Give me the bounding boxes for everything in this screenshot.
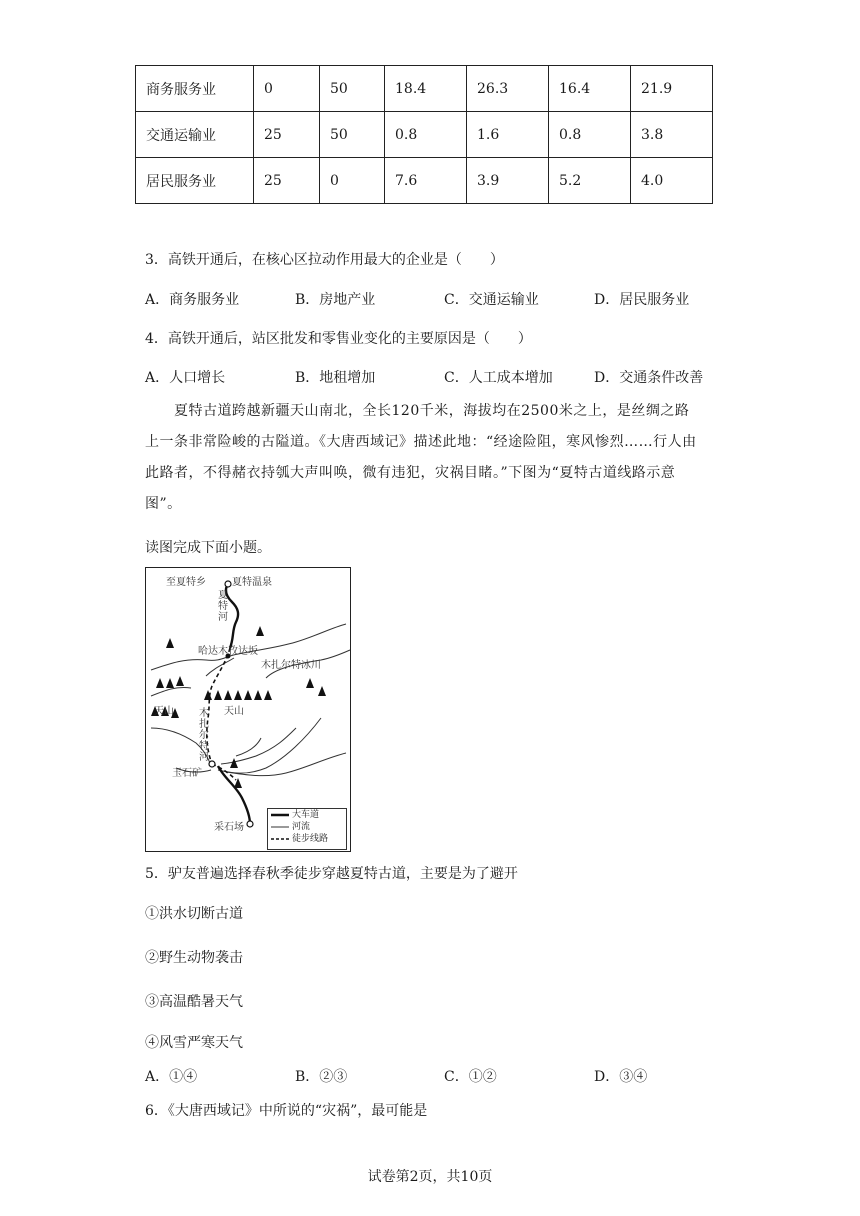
table-cell: 交通运输业 xyxy=(136,112,254,158)
table-cell: 16.4 xyxy=(549,66,631,112)
page-footer: 试卷第2页，共10页 xyxy=(367,1169,493,1185)
table-row xyxy=(136,158,713,204)
question-4-option-d[interactable]: D．交通条件改善 xyxy=(594,370,704,386)
passage-line: 上一条非常险峻的古隘道。《大唐西域记》描述此地：“经途险阻，寒风惨烈……行人由 xyxy=(145,434,697,450)
xiate-ancient-road-map xyxy=(145,567,351,852)
table-cell: 1.6 xyxy=(467,112,549,158)
cart-road-line-icon xyxy=(271,809,291,821)
question-5-item-3: ③高温酷暑天气 xyxy=(145,994,243,1010)
question-5-item-4: ④风雪严寒天气 xyxy=(145,1035,243,1051)
question-3-stem: 3．高铁开通后，在核心区拉动作用最大的企业是（ ） xyxy=(145,252,504,268)
question-6-stem: 6．《大唐西域记》中所说的“灾祸”，最可能是 xyxy=(145,1103,428,1119)
label-tianshan-right: 天山 xyxy=(224,706,244,717)
table-cell: 26.3 xyxy=(467,66,549,112)
table-cell: 居民服务业 xyxy=(136,158,254,204)
table-cell: 0.8 xyxy=(549,112,631,158)
hiking-trail-line-icon xyxy=(271,833,291,845)
question-5-item-2: ②野生动物袭击 xyxy=(145,950,243,966)
table-cell: 0 xyxy=(320,158,385,204)
passage-line: 图”。 xyxy=(145,496,182,512)
question-3-option-a[interactable]: A．商务服务业 xyxy=(145,292,240,308)
table-cell: 25 xyxy=(254,112,320,158)
statistics-table xyxy=(135,65,713,204)
question-5-item-1: ①洪水切断古道 xyxy=(145,906,243,922)
question-5-stem: 5．驴友普遍选择春秋季徒步穿越夏特古道，主要是为了避开 xyxy=(145,866,518,882)
passage xyxy=(145,396,725,520)
instruction: 读图完成下面小题。 xyxy=(145,540,271,556)
map-legend xyxy=(267,808,347,850)
table-cell: 4.0 xyxy=(631,158,713,204)
table-cell: 商务服务业 xyxy=(136,66,254,112)
table-row xyxy=(136,112,713,158)
label-xiate-township: 至夏特乡 xyxy=(166,577,206,588)
table-cell: 5.2 xyxy=(549,158,631,204)
table-cell: 50 xyxy=(320,112,385,158)
question-4-option-b[interactable]: B．地租增加 xyxy=(295,370,376,386)
label-jade-mine: 玉石矿 xyxy=(172,768,202,779)
label-muzhaerte-river: 木扎尔特河 xyxy=(199,708,209,763)
question-3-option-d[interactable]: D．居民服务业 xyxy=(594,292,690,308)
label-xiate-river: 夏特河 xyxy=(218,590,228,623)
table-row xyxy=(136,66,713,112)
legend-label: 大车道 xyxy=(292,810,320,820)
passage-line: 此路者，不得赭衣持瓠大声叫唤，微有违犯，灾祸目睹。”下图为“夏特古道线路示意 xyxy=(145,465,676,481)
question-5-option-c[interactable]: C．①② xyxy=(444,1069,497,1085)
question-4-option-a[interactable]: A．人口增长 xyxy=(145,370,226,386)
question-5-option-b[interactable]: B．②③ xyxy=(295,1069,348,1085)
label-hadamu-daban: 哈达木孜达坂 xyxy=(198,646,258,657)
question-4-stem: 4．高铁开通后，站区批发和零售业变化的主要原因是（ ） xyxy=(145,331,532,347)
label-xiate-hot-spring: 夏特温泉 xyxy=(232,577,272,588)
legend-item xyxy=(268,821,346,833)
table-cell: 3.9 xyxy=(467,158,549,204)
question-5-option-a[interactable]: A．①④ xyxy=(145,1069,198,1085)
table-cell: 3.8 xyxy=(631,112,713,158)
table-cell: 0.8 xyxy=(385,112,467,158)
question-5-option-d[interactable]: D．③④ xyxy=(594,1069,648,1085)
question-3-option-c[interactable]: C．交通运输业 xyxy=(444,292,539,308)
question-4-option-c[interactable]: C．人工成本增加 xyxy=(444,370,553,386)
table-cell: 50 xyxy=(320,66,385,112)
table-cell: 7.6 xyxy=(385,158,467,204)
passage-line: 夏特古道跨越新疆天山南北，全长120千米，海拔均在2500米之上，是丝绸之路 xyxy=(145,403,690,419)
table-cell: 18.4 xyxy=(385,66,467,112)
legend-item xyxy=(268,809,346,821)
table-cell: 21.9 xyxy=(631,66,713,112)
label-tianshan-left: 天山 xyxy=(154,706,174,717)
river-line-icon xyxy=(271,821,291,833)
table-cell: 25 xyxy=(254,158,320,204)
legend-item xyxy=(268,833,346,845)
legend-label: 河流 xyxy=(292,822,311,832)
question-3-option-b[interactable]: B．房地产业 xyxy=(295,292,376,308)
label-quarry: 采石场 xyxy=(214,822,244,833)
table-cell: 0 xyxy=(254,66,320,112)
label-muzhaerte-glacier: 木扎尔特冰川 xyxy=(261,660,321,671)
legend-label: 徒步线路 xyxy=(292,834,329,844)
